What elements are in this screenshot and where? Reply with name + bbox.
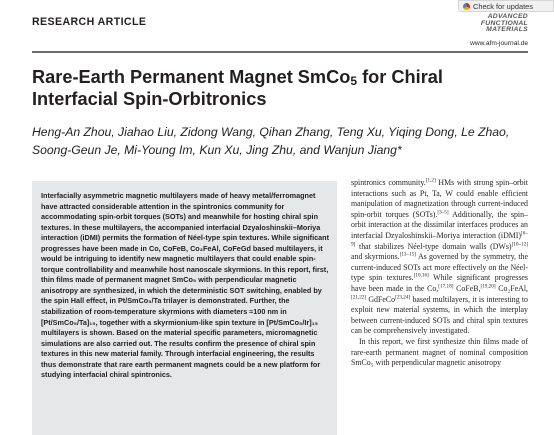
- author-line: Soong-Geun Je, Mi-Young Im, Kun Xu, Jing Zhu, and Wanjun Jiang*: [32, 142, 402, 157]
- section-label: RESEARCH ARTICLE: [32, 16, 147, 28]
- article-title: [32, 66, 528, 110]
- journal-logo-line: ADVANCED: [487, 13, 528, 20]
- title-part: for Chiral Interfacial Spin-Orbitronics: [32, 67, 443, 109]
- check-for-updates-badge[interactable]: [458, 0, 554, 12]
- body-paragraph: In this report, we first synthesize thin films made of rare-earth permanent magnet of nominal composition SmCo₅ with perpendicular magnetic anisotropy: [351, 336, 528, 368]
- title-subscript: 5: [350, 74, 358, 88]
- title-part: Rare-Earth Permanent Magnet SmCo: [32, 67, 351, 87]
- abstract-text: Interfacially asymmetric magnetic multilayers made of heavy metal/ferromagnet have attracted considerable attention in the spintronics community for accommodating spin-orbit torques (SOTs) and meanwhile for hosting chiral spin textures. In these multilayers, the accompanied interfacial Dzyaloshinskii–Moriya interaction (iDMI) permits the formation of Néel-type spin textures. While significant progresses have been made in Co, CoFeB, Co₂FeAl, CoFeGd based multilayers, it would be intriguing to identify new magnetic multilayers that could enable spin-torque controllability and meanwhile host nanoscale skyrmions. In this report, first, thin films made of permanent magnet SmCo₅ with perpendicular magnetic anisotropy are synthesized, in which the deterministic SOT switching, enabled by the spin Hall effect, in Pt/SmCo₅/Ta trilayer is demonstrated. Further, the stabilization of room-temperature skyrmions with diameters ≈100 nm in [Pt/SmCo₅/Ta]₁₅, together with a skyrmionium-like spin texture in [Pt/SmCo₅/Ir]₁₅ multilayers is shown. Based on the material specific parameters, micromagnetic simulations are also carried out. The results confirm the presence of chiral spin textures in this new material family. Through interfacial engineering, the results thus demonstrate that rare earth permanent magnets could be a new platform for studying interfacial chiral spintronics.: [41, 191, 330, 380]
- journal-logo: [432, 14, 528, 34]
- author-line: Heng-An Zhou, Jiahao Liu, Zidong Wang, Qihan Zhang, Teng Xu, Yiqing Dong, Le Zhao,: [32, 125, 510, 139]
- body-paragraph: spintronics community.[1,2] HMs with strong spin–orbit interactions such as Pt, Ta, W could enable efficient manipulation of magnetization through current-induced spin-orbit torques (SOTs).[3–5] Additionally, the spin–orbit interaction at the dissimilar interfaces produces an interfacial Dzyaloshinskii–Moriya interaction (iDMI)[6–9] that stabilizes Néel-type domain walls (DWs)[10–12] and skyrmions.[13–15] As governed by the symmetry, the current-induced SOTs act more effectively on the Néel-type spin textures.[10,16] While significant progresses have been made in the Co,[17,18] CoFeB,[19,20] Co₂FeAl,[21,22] GdFeCo[23,24] based multilayers, it is interesting to exploit new material systems, in which the interplay between current-induced SOTs and chiral spin textures can be comprehensively investigated.: [351, 178, 528, 336]
- crossmark-icon: [463, 3, 470, 10]
- author-list: [32, 124, 528, 159]
- check-for-updates-label: Check for updates: [473, 1, 533, 11]
- abstract-box: [32, 181, 337, 435]
- journal-url[interactable]: www.afm-journal.de: [470, 40, 528, 47]
- body-column: [351, 178, 528, 435]
- header-rule: [32, 51, 528, 53]
- journal-logo-line: MATERIALS: [486, 26, 528, 34]
- journal-logo-line: FUNCTIONAL: [480, 19, 528, 27]
